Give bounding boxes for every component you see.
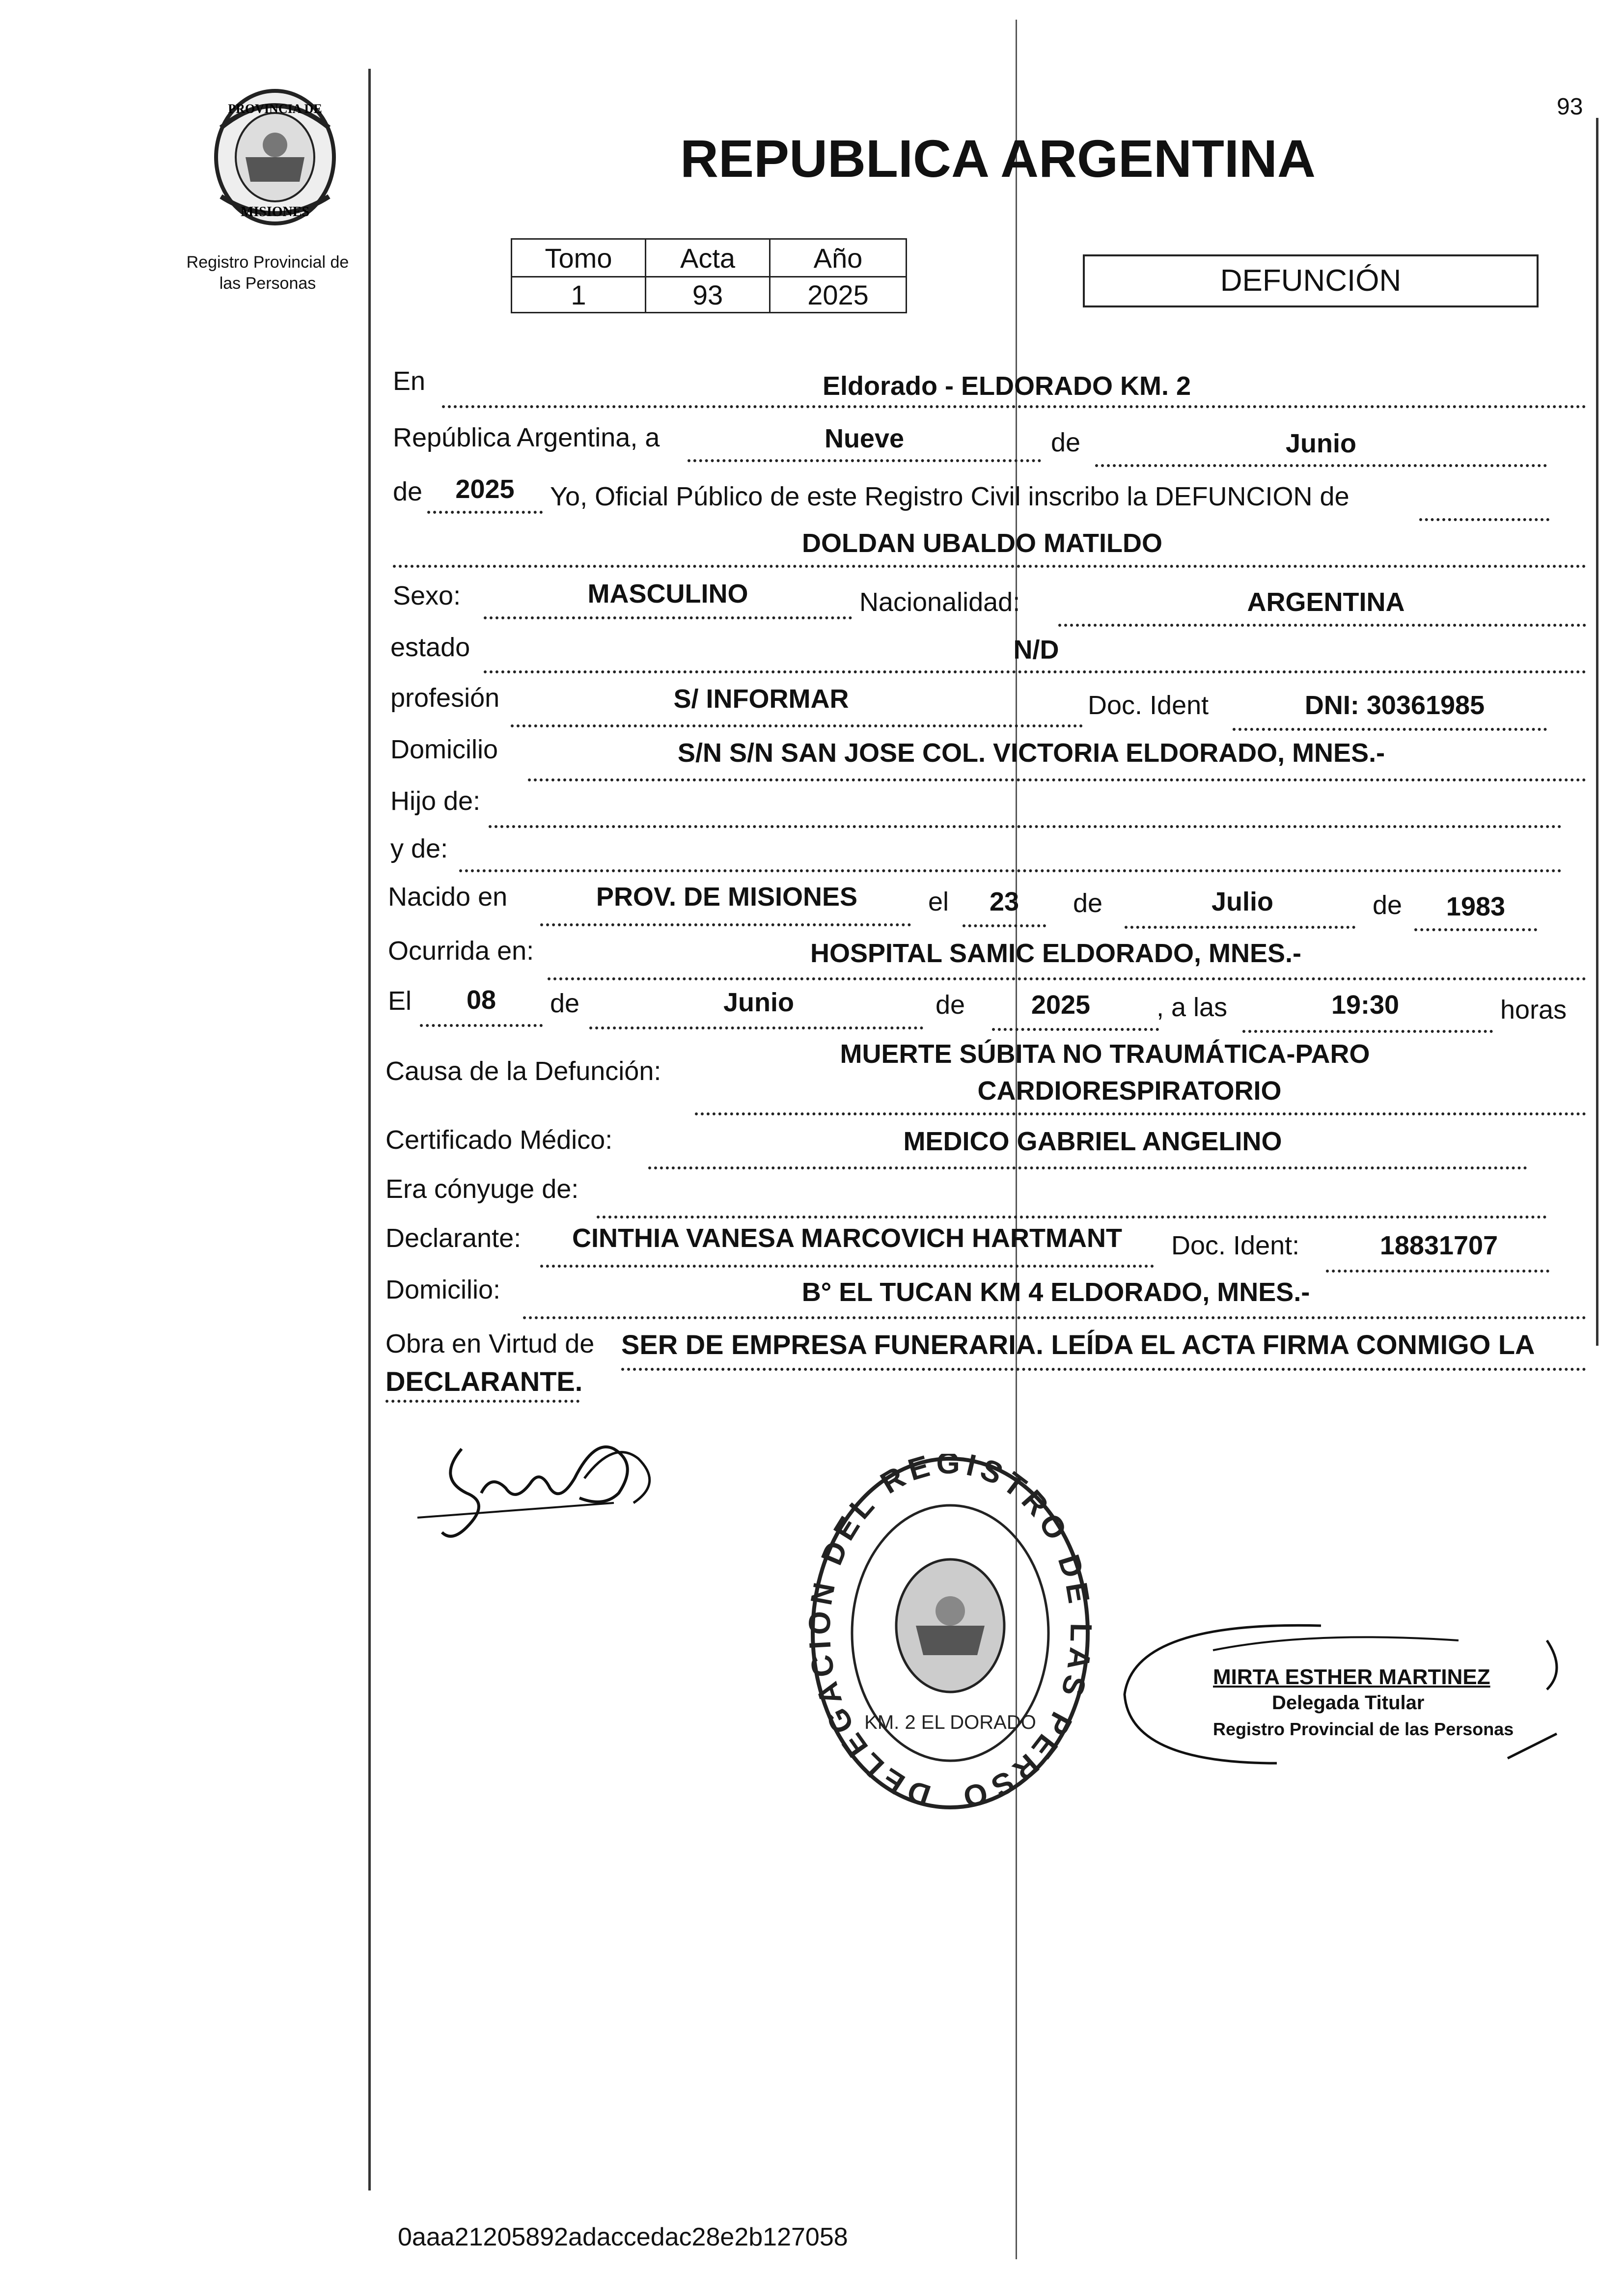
page-number: 93 [1557, 94, 1583, 120]
label-el: El [388, 986, 412, 1016]
field-domicilio-declarante: B° EL TUCAN KM 4 ELDORADO, MNES.- [801, 1277, 1310, 1307]
label-causa: Causa de la Defunción: [385, 1056, 661, 1086]
seal-ring-text: DELEGA N DEL REGISTRO D S PERSO [808, 1454, 1093, 1812]
label-profesion: profesión [390, 683, 500, 713]
label-en: En [393, 366, 426, 396]
dots-hijo-de [489, 825, 1562, 828]
label-de-anio: de [393, 477, 423, 506]
label-y-de: y de: [390, 834, 448, 863]
dots-fall-mes [589, 1026, 923, 1029]
seal-bottom-text: KM. 2 EL DORADO [864, 1712, 1036, 1733]
official-office: Registro Provincial de las Personas [1213, 1719, 1514, 1739]
field-ocurrida: HOSPITAL SAMIC ELDORADO, MNES.- [810, 939, 1302, 968]
logo-bottom-text: MISIONES [240, 204, 310, 220]
field-nacionalidad: ARGENTINA [1247, 587, 1405, 617]
official-name: MIRTA ESTHER MARTINEZ [1213, 1665, 1490, 1689]
dots-certificado [648, 1166, 1527, 1169]
label-certificado: Certificado Médico: [385, 1125, 613, 1155]
dots-obra-line1 [621, 1368, 1586, 1371]
label-a-las: , a las [1156, 993, 1228, 1022]
label-nacionalidad: Nacionalidad: [859, 587, 1020, 617]
official-stamp [1115, 1621, 1567, 1773]
label-declarante: Declarante: [385, 1223, 522, 1253]
field-domicilio: S/N S/N SAN JOSE COL. VICTORIA ELDORADO, MNES.- [677, 738, 1385, 768]
document-hash: 0aaa21205892adaccedac28e2b127058 [398, 2223, 848, 2251]
dots-fall-anio [992, 1028, 1159, 1031]
dots-nacido-dia [963, 924, 1046, 927]
registry-office-seal [808, 1454, 1093, 1812]
field-lugar: Eldorado - ELDORADO KM. 2 [822, 371, 1191, 401]
label-domicilio-declarante: Domicilio: [385, 1275, 501, 1304]
dots-ocurrida [548, 977, 1586, 980]
label-hijo-de: Hijo de: [390, 786, 481, 816]
label-nacido-en: Nacido en [388, 882, 508, 912]
label-de-fall-anio: de [936, 990, 965, 1020]
field-causa-line2: CARDIORESPIRATORIO [977, 1076, 1282, 1106]
label-declarante-doc: Doc. Ident: [1171, 1231, 1300, 1260]
field-mes: Junio [1286, 429, 1356, 458]
table-value-acta: 93 [646, 277, 770, 313]
field-fall-mes: Junio [723, 988, 794, 1017]
field-dni: DNI: 30361985 [1304, 691, 1485, 720]
field-nacido-lugar: PROV. DE MISIONES [596, 882, 858, 912]
field-declarante: CINTHIA VANESA MARCOVICH HARTMANT [572, 1223, 1122, 1253]
label-republica: República Argentina, a [393, 423, 660, 452]
province-coat-of-arms [201, 83, 349, 236]
label-estado: estado [390, 633, 470, 662]
dots-nacido-anio [1414, 928, 1537, 931]
dots-y-de [459, 869, 1562, 872]
dots-fall-dia [420, 1024, 543, 1027]
label-obra: Obra en Virtud de [385, 1329, 595, 1358]
field-dia-texto: Nueve [824, 424, 905, 453]
dots-conyuge [597, 1216, 1547, 1219]
label-yo-oficial: Yo, Oficial Público de este Registro Civil inscribo la DEFUNCION de [550, 482, 1349, 511]
label-de-nac-anio: de [1373, 890, 1403, 920]
field-sexo: MASCULINO [587, 579, 748, 609]
dots-causa [695, 1112, 1586, 1115]
label-ocurrida-en: Ocurrida en: [388, 936, 534, 966]
dots-domicilio-declarante [523, 1316, 1586, 1319]
dots-obra-line2 [385, 1400, 579, 1403]
label-conyuge: Era cónyuge de: [385, 1174, 579, 1204]
right-margin-line [1596, 118, 1598, 1346]
dots-mes [1095, 464, 1547, 467]
label-de-mes: de [1051, 428, 1081, 457]
field-anio: 2025 [455, 474, 515, 504]
label-sexo: Sexo: [393, 581, 461, 610]
dots-nacido-mes [1125, 926, 1355, 929]
field-obra-line2: DECLARANTE. [385, 1366, 583, 1397]
dots-lugar [442, 405, 1586, 408]
table-value-anio: 2025 [770, 277, 907, 313]
field-profesion: S/ INFORMAR [673, 684, 849, 714]
left-margin-line [368, 69, 371, 2190]
field-nacido-anio: 1983 [1446, 892, 1506, 921]
dots-nombre [393, 565, 1586, 568]
table-header-anio: Año [770, 239, 907, 277]
field-declarante-doc: 18831707 [1379, 1231, 1498, 1260]
label-el-nac: el [928, 887, 949, 916]
dots-sexo [484, 616, 852, 619]
dots-nacionalidad [1058, 624, 1586, 627]
label-de-nac-mes: de [1073, 888, 1103, 918]
label-de-fall-mes: de [550, 989, 580, 1018]
field-nacido-dia: 23 [989, 887, 1019, 916]
official-role: Delegada Titular [1272, 1692, 1425, 1714]
field-fall-dia: 08 [466, 985, 496, 1015]
act-number-table [511, 238, 907, 313]
dots-profesion [511, 724, 1083, 727]
label-horas: horas [1500, 995, 1567, 1025]
dots-domicilio [528, 778, 1586, 781]
table-value-tomo: 1 [512, 277, 646, 313]
field-certificado: MEDICO GABRIEL ANGELINO [903, 1127, 1282, 1156]
dots-nacido-lugar [540, 923, 911, 926]
dots-estado [484, 670, 1586, 673]
field-causa-line1: MUERTE SÚBITA NO TRAUMÁTICA-PARO [840, 1039, 1370, 1069]
page-title: REPUBLICA ARGENTINA [680, 129, 1316, 188]
registry-name-line1: Registro Provincial de [186, 253, 349, 272]
declarant-signature [408, 1419, 702, 1547]
label-domicilio: Domicilio [390, 735, 498, 764]
table-header-acta: Acta [646, 239, 770, 277]
dots-hora [1242, 1030, 1493, 1033]
dots-defuncion-de [1419, 518, 1549, 521]
dots-declarante [540, 1265, 1154, 1268]
field-fall-anio: 2025 [1031, 990, 1091, 1020]
dots-anio [427, 511, 543, 514]
label-doc-ident: Doc. Ident [1088, 691, 1209, 720]
dots-declarante-doc [1326, 1270, 1549, 1273]
logo-top-text: PROVINCIA DE [228, 102, 322, 116]
document-type-box: DEFUNCIÓN [1083, 254, 1539, 307]
dots-dia [688, 459, 1041, 462]
field-obra-line1: SER DE EMPRESA FUNERARIA. LEÍDA EL ACTA FIRMA CONMIGO LA [621, 1329, 1535, 1360]
field-nacido-mes: Julio [1211, 887, 1273, 916]
field-nombre: DOLDAN UBALDO MATILDO [802, 528, 1162, 558]
dots-dni [1233, 728, 1547, 731]
field-estado: N/D [1013, 635, 1059, 665]
table-header-tomo: Tomo [512, 239, 646, 277]
registry-name-line2: las Personas [219, 274, 316, 293]
field-hora: 19:30 [1331, 990, 1400, 1020]
